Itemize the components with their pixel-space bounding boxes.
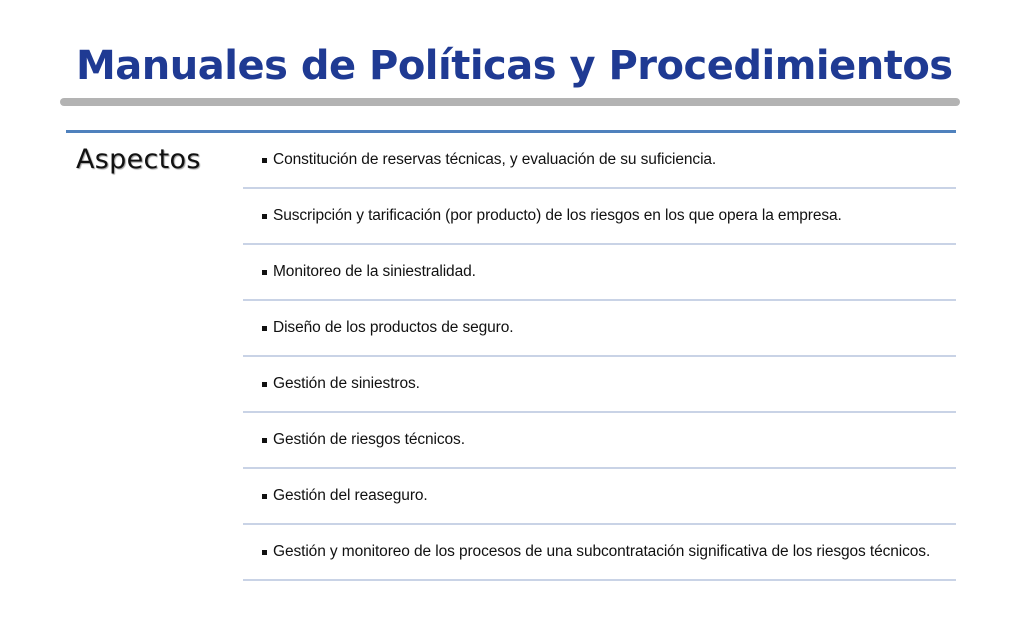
aspect-text: Monitoreo de la siniestralidad. bbox=[273, 263, 476, 280]
title-underline bbox=[60, 98, 960, 106]
aspect-text: Suscripción y tarificación (por producto) de los riesgos en los que opera la empresa. bbox=[273, 207, 842, 224]
square-bullet-icon bbox=[262, 158, 267, 163]
square-bullet-icon bbox=[262, 550, 267, 555]
aspect-text: Gestión y monitoreo de los procesos de una subcontratación significativa de los riesgos técnicos. bbox=[273, 543, 931, 560]
aspect-item bbox=[243, 245, 956, 301]
aspect-item bbox=[243, 469, 956, 525]
aspect-item bbox=[243, 413, 956, 469]
aspect-text: Gestión de riesgos técnicos. bbox=[273, 431, 465, 448]
aspect-item bbox=[243, 525, 956, 581]
square-bullet-icon bbox=[262, 270, 267, 275]
square-bullet-icon bbox=[262, 494, 267, 499]
square-bullet-icon bbox=[262, 382, 267, 387]
aspect-text: Gestión del reaseguro. bbox=[273, 487, 428, 504]
square-bullet-icon bbox=[262, 326, 267, 331]
aspect-text: Diseño de los productos de seguro. bbox=[273, 319, 514, 336]
aspects-list bbox=[243, 133, 956, 581]
square-bullet-icon bbox=[262, 214, 267, 219]
square-bullet-icon bbox=[262, 438, 267, 443]
category-label: Aspectos bbox=[76, 144, 201, 175]
aspect-text: Gestión de siniestros. bbox=[273, 375, 420, 392]
aspect-text: Constitución de reservas técnicas, y evaluación de su suficiencia. bbox=[273, 151, 717, 168]
aspect-item bbox=[243, 301, 956, 357]
aspect-item bbox=[243, 133, 956, 189]
aspect-item bbox=[243, 357, 956, 413]
slide-title: Manuales de Políticas y Procedimientos bbox=[76, 43, 953, 89]
aspect-item bbox=[243, 189, 956, 245]
